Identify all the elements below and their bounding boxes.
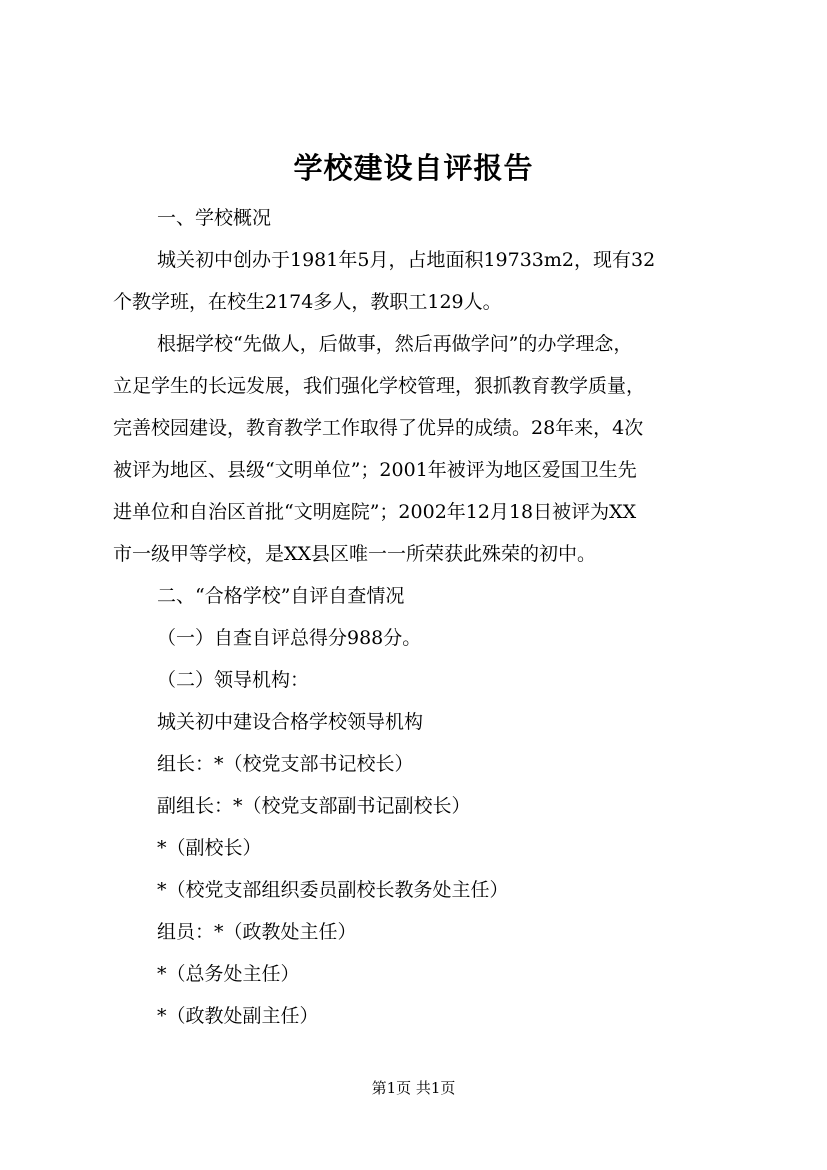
paragraph-line: 城关初中创办于1981年5月，占地面积19733m2，现有32 (157, 249, 656, 271)
member-political-director: 组员：*（政教处主任） (157, 921, 357, 943)
section-heading-2: 二、“合格学校”自评自查情况 (157, 585, 405, 607)
org-title: 城关初中建设合格学校领导机构 (157, 711, 424, 733)
member-deputy-leader: 副组长：*（校党支部副书记副校长） (157, 795, 471, 817)
document-title: 学校建设自评报告 (293, 151, 534, 185)
section-heading-1: 一、学校概况 (157, 207, 272, 229)
member-political-deputy: *（政教处副主任） (157, 1005, 319, 1027)
page-footer: 第1页 共1页 (371, 1079, 456, 1097)
paragraph-line: 个教学班，在校生2174多人，教职工129人。 (113, 291, 502, 313)
paragraph-line: 完善校园建设，教育教学工作取得了优异的成绩。28年来，4次 (113, 417, 644, 439)
member-academic-director: *（校党支部组织委员副校长教务处主任） (157, 879, 509, 901)
paragraph-line: 根据学校“先做人，后做事，然后再做学问”的办学理念， (157, 333, 633, 355)
paragraph-line: 立足学生的长远发展，我们强化学校管理，狠抓教育教学质量， (113, 375, 646, 397)
member-leader: 组长：*（校党支部书记校长） (157, 753, 414, 775)
paragraph-line: 市一级甲等学校，是XX县区唯一一所荣获此殊荣的初中。 (113, 543, 597, 565)
document-body (113, 197, 728, 1037)
member-general-affairs: *（总务处主任） (157, 963, 300, 985)
paragraph-line: 被评为地区、县级“文明单位”；2001年被评为地区爱国卫生先 (113, 459, 637, 481)
subsection-score: （一）自查自评总得分988分。 (157, 627, 422, 649)
member-vice-principal: *（副校长） (157, 837, 262, 859)
paragraph-line: 进单位和自治区首批“文明庭院”；2002年12月18日被评为XX (113, 501, 637, 523)
subsection-leadership: （二）领导机构： (157, 669, 310, 691)
